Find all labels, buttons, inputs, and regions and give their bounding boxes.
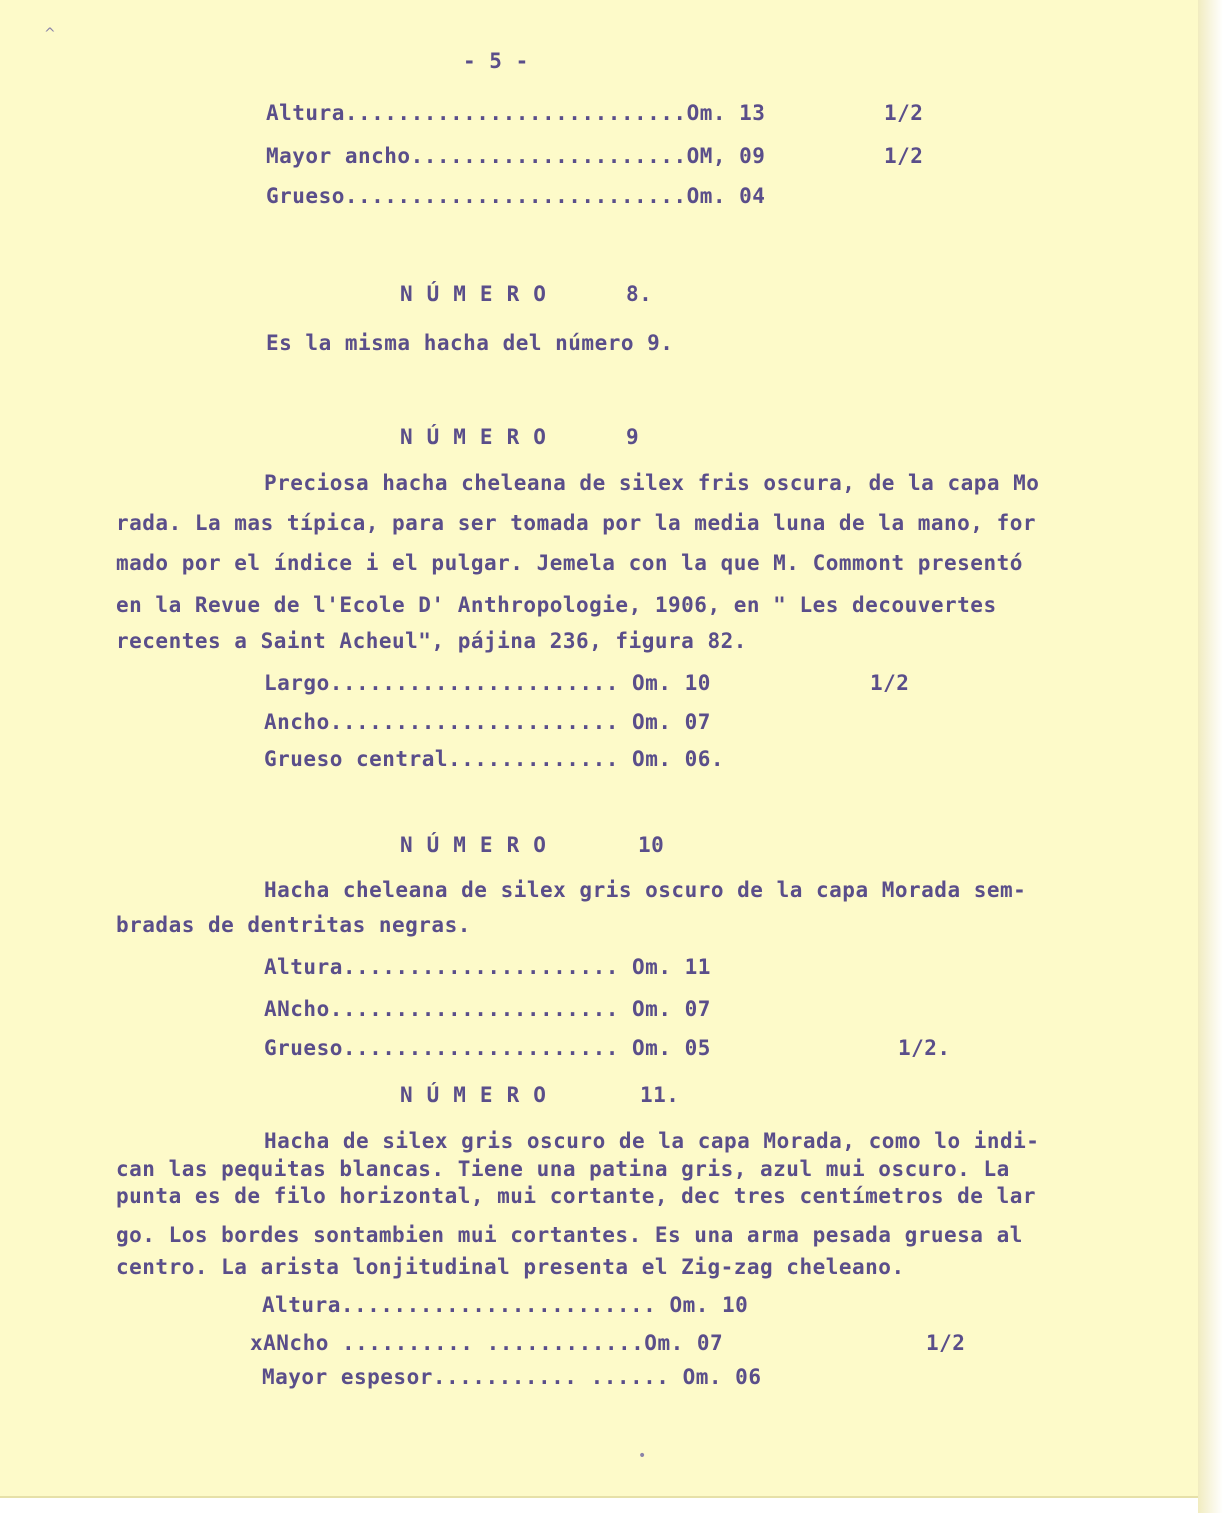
measure-row (266, 183, 765, 209)
measure-row (264, 670, 711, 696)
measure-value: Om. 07 (632, 710, 711, 734)
section-heading: NÚMERO (400, 282, 560, 306)
paragraph-line: recentes a Saint Acheul", pájina 236, figura 82. (116, 629, 747, 653)
measure-value: Om. 04 (686, 184, 766, 208)
paragraph-line: en la Revue de l'Ecole D' Anthropologie, 1906, en " Les decouvertes (116, 593, 997, 617)
measure-label: Mayor ancho (266, 144, 411, 168)
page-number: - 5 - (463, 49, 529, 73)
paragraph-line: Hacha cheleana de silex gris oscuro de la capa Morada sem- (264, 878, 1027, 902)
paragraph-line: centro. La arista lonjitudinal presenta el Zig-zag cheleano. (116, 1255, 905, 1279)
measure-value: Om. 05 (632, 1036, 711, 1060)
measure-row (264, 709, 711, 735)
page-shadow (1198, 0, 1223, 1513)
measure-label: Altura (266, 101, 345, 125)
measure-fraction: 1/2 (884, 144, 924, 168)
measure-row (264, 746, 724, 772)
section-number: 11. (640, 1083, 680, 1107)
section-number: 9 (626, 425, 640, 449)
measure-fraction: 1/2 (870, 671, 910, 695)
measure-row (264, 1035, 711, 1061)
leader-dots: ........................ (340, 1293, 657, 1317)
measure-label: Altura (264, 955, 343, 979)
paragraph-line: can las pequitas blancas. Tiene una patina gris, azul mui oscuro. La (116, 1157, 1010, 1181)
leader-dots: ..................... (342, 955, 619, 979)
measure-value: Om. 07 (632, 997, 711, 1021)
measure-value: Om. 06 (682, 1365, 762, 1389)
measure-row (264, 996, 711, 1022)
leader-dots: ...................... (329, 671, 619, 695)
measure-fraction: 1/2. (898, 1036, 951, 1060)
measure-row (250, 1330, 723, 1356)
measure-value: Om. 06. (632, 747, 725, 771)
paragraph-line: go. Los bordes sontambien mui cortantes. Es una arma pesada gruesa al (116, 1223, 1023, 1247)
leader-dots: ...................... (329, 997, 619, 1021)
leader-dots: .......... ............ (328, 1331, 645, 1355)
measure-label: xANcho (250, 1331, 329, 1355)
leader-dots: ............. (448, 747, 619, 771)
leader-dots: ..................... (410, 144, 687, 168)
section-text: Es la misma hacha del número 9. (266, 331, 674, 355)
measure-value: Om. 10 (632, 671, 711, 695)
section-heading: NÚMERO (400, 833, 560, 857)
measure-label: Mayor espesor (262, 1365, 433, 1389)
measure-value: Om. 11 (632, 955, 711, 979)
paragraph-line: mado por el índice i el pulgar. Jemela con la que M. Commont presentó (116, 551, 1023, 575)
paragraph-line: bradas de dentritas negras. (116, 913, 471, 937)
paragraph-line: rada. La mas típica, para ser tomada por la media luna de la mano, for (116, 511, 1037, 535)
measure-label: Grueso (264, 1036, 343, 1060)
section-number: 8. (626, 282, 653, 306)
measure-fraction: 1/2 (884, 101, 924, 125)
section-number: 10 (638, 833, 665, 857)
paragraph-line: Preciosa hacha cheleana de silex fris oscura, de la capa Mo (264, 471, 1040, 495)
measure-row (262, 1364, 761, 1390)
measure-row (262, 1292, 748, 1318)
measure-value: Om. 13 (686, 101, 766, 125)
leader-dots: ........... ...... (432, 1365, 670, 1389)
section-heading: NÚMERO (400, 425, 560, 449)
measure-label: ANcho (264, 997, 330, 1021)
paragraph-line: Hacha de silex gris oscuro de la capa Morada, como lo indi- (264, 1129, 1040, 1153)
measure-row (266, 143, 765, 169)
leader-dots: ..................... (342, 1036, 619, 1060)
measure-label: Largo (264, 671, 330, 695)
measure-label: Altura (262, 1293, 341, 1317)
measure-row (264, 954, 711, 980)
leader-dots: ...................... (329, 710, 619, 734)
section-heading: NÚMERO (400, 1083, 560, 1107)
paragraph-line: punta es de filo horizontal, mui cortante, dec tres centímetros de lar (116, 1184, 1037, 1208)
measure-label: Grueso (266, 184, 345, 208)
measure-value: Om. 10 (669, 1293, 749, 1317)
measure-label: Grueso central (264, 747, 449, 771)
measure-row (266, 100, 765, 126)
measure-fraction: 1/2 (926, 1331, 966, 1355)
measure-value: OM, 09 (686, 144, 766, 168)
margin-mark: ^ (44, 26, 56, 42)
leader-dots: .......................... (344, 101, 687, 125)
measure-label: Ancho (264, 710, 330, 734)
measure-value: Om. 07 (644, 1331, 724, 1355)
ink-spot: • (638, 1448, 647, 1464)
leader-dots: .......................... (344, 184, 687, 208)
